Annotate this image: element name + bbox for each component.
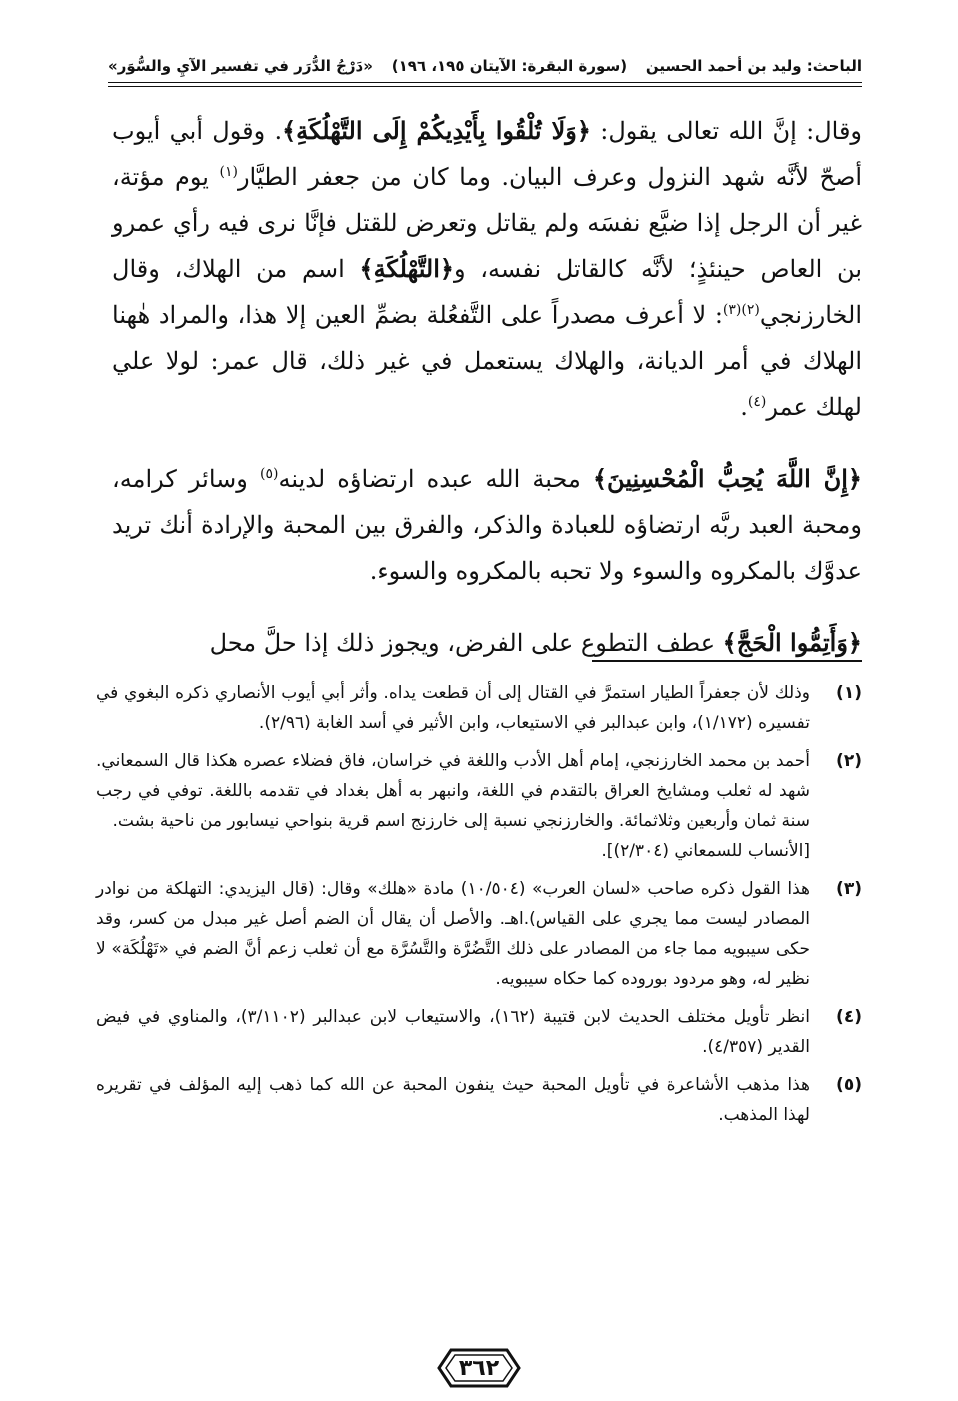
text-run: . وقول أبي أيوب أصحّ لأنَّه شهد النزول وعرف البيان. وما كان من جعفر الطيَّار: [112, 117, 862, 191]
footnote-3: [96, 874, 862, 994]
footnote-text: انظر تأويل مختلف الحديث لابن قتيبة (١٦٢)، والاستيعاب لابن عبدالبر (٣/١١٠٢)، والمناوي في فيض القدير (٤/٣٥٧).: [96, 1007, 810, 1057]
footnote-marker: (٤): [747, 394, 767, 410]
footnote-reference: [الأنساب للسمعاني (٢/٣٠٤)].: [601, 841, 810, 861]
text-run: محبة الله عبده ارتضاؤه لدينه: [278, 465, 593, 493]
header-rule-inner: [108, 86, 862, 87]
main-text: [112, 108, 862, 692]
page-number-ornament: [437, 1346, 521, 1390]
footnote-marker: (٥): [259, 466, 279, 482]
header-book-title: «دَرْجُ الدُّرَر في تفسير الآيِ والسُّوَر»: [108, 57, 373, 75]
footnotes: [96, 678, 862, 1138]
running-header: [108, 48, 862, 84]
text-run: : لا أعرف مصدراً على التَّفعُلة بضمِّ العين إلا هذا، والمراد هٰهنا الهلاك في أمر الديانة، والهلاك يستعمل في غير ذلك، قال عمر: لولا علي لهلك عمر: [112, 301, 862, 421]
paragraph-2: [112, 456, 862, 594]
footnote-text: هذا القول ذكره صاحب «لسان العرب» (١٠/٥٠٤) مادة «هلك» وقال: (قال اليزيدي: التهلكة من نوادر المصادر ليست مما يجري على القياس).اهـ. والأصل أن يقال أن الضم أصل غير مبدل من كسر، وقد حكى سيبويه مما جاء من المصادر على ذلك التَّضُرَّة والتَّسُرَّة مع أن ثعلب زعم أنَّ الضم في «تَهْلُكَة» لا نظير له، وهو مردود بوروده كما حكاه سيبويه.: [96, 879, 810, 989]
footnote-5: [96, 1070, 862, 1130]
footnote-number: (٤): [836, 1007, 862, 1027]
page-number: ٣٦٢: [458, 1355, 500, 1381]
footnote-number: (١): [836, 683, 862, 703]
footnote-1: [96, 678, 862, 738]
header-author: الباحث: وليد بن أحمد الحسين: [645, 57, 862, 75]
quran-verse: ﴿التَّهْلُكَةِ﴾: [359, 254, 454, 283]
footnote-number: (٣): [836, 879, 862, 899]
footnote-number: (٢): [836, 751, 862, 771]
footnote-number: (٥): [836, 1075, 862, 1095]
text-run: اسم من الهلاك، وقال الخارزنجي: [112, 255, 862, 329]
footnote-text: أحمد بن محمد الخارزنجي، إمام أهل الأدب واللغة في خراسان، فاق فضلاء عصره هكذا قال السمعاني. شهد له ثعلب ومشايخ العراق بالتقدم في اللغة، وانبهر به أهل بغداد في تقدمه باللغة. توفي في رجب سنة ثمان وأربعين وثلاثمائة. والخارزنجي نسبة إلى خارزنج اسم قرية بنواحي نيسابور من ناحية بشت.: [96, 751, 810, 831]
quran-verse: ﴿إِنَّ اللَّهَ يُحِبُّ الْمُحْسِنِينَ﴾: [592, 464, 862, 493]
footnote-marker: (١): [219, 164, 238, 180]
quran-verse: ﴿وَأَتِمُّوا الْحَجَّ﴾: [722, 628, 862, 657]
footnote-text: وذلك لأن جعفراً الطيار استمرَّ في القتال إلى أن قطعت يداه. وأثر أبي أيوب الأنصاري ذكره البغوي في تفسيره (١/١٧٢)، وابن عبدالبر في الاستيعاب، وابن الأثير في أسد الغابة (٢/٩٦).: [96, 683, 810, 733]
text-run: .: [740, 393, 748, 421]
header-rule: [108, 82, 862, 83]
quran-verse: ﴿وَلَا تُلْقُوا بِأَيْدِيكُمْ إِلَى التَّهْلُكَةِ﴾: [282, 116, 591, 145]
footnote-marker: (٢)(٣): [722, 302, 760, 318]
text-run: يوم مؤتة، غير أن الرجل إذا ضيَّع نفسَه ولم يقاتل وتعرض للقتل فإنَّا نرى فيه رأي عمرو بن العاص حينئذٍ؛ لأنَّه كالقاتل نفسه، و: [112, 163, 863, 283]
text-run: وسائر كرامه، ومحبة العبد ربَّه ارتضاؤه للعبادة والذكر، والفرق بين المحبة والإرادة أنك تريد عدوَّك بالمكروه والسوء ولا تحبه بالمكروه والسوء.: [112, 465, 862, 585]
footnote-4: [96, 1002, 862, 1062]
header-surah: (سورة البقرة: الآيتان ١٩٥، ١٩٦): [391, 57, 628, 75]
text-run: عطف التطوع على الفرض، ويجوز ذلك إذا حلَّ محل: [209, 629, 723, 657]
text-run: وقال: إنَّ الله تعالى يقول:: [590, 117, 863, 145]
paragraph-1: [112, 108, 862, 430]
footnote-separator: [592, 660, 862, 662]
footnote-text: هذا مذهب الأشاعرة في تأويل المحبة حيث ينفون المحبة عن الله كما ذهب إليه المؤلف في تقريره لهذا المذهب.: [96, 1075, 810, 1125]
footnote-2: [96, 746, 862, 866]
